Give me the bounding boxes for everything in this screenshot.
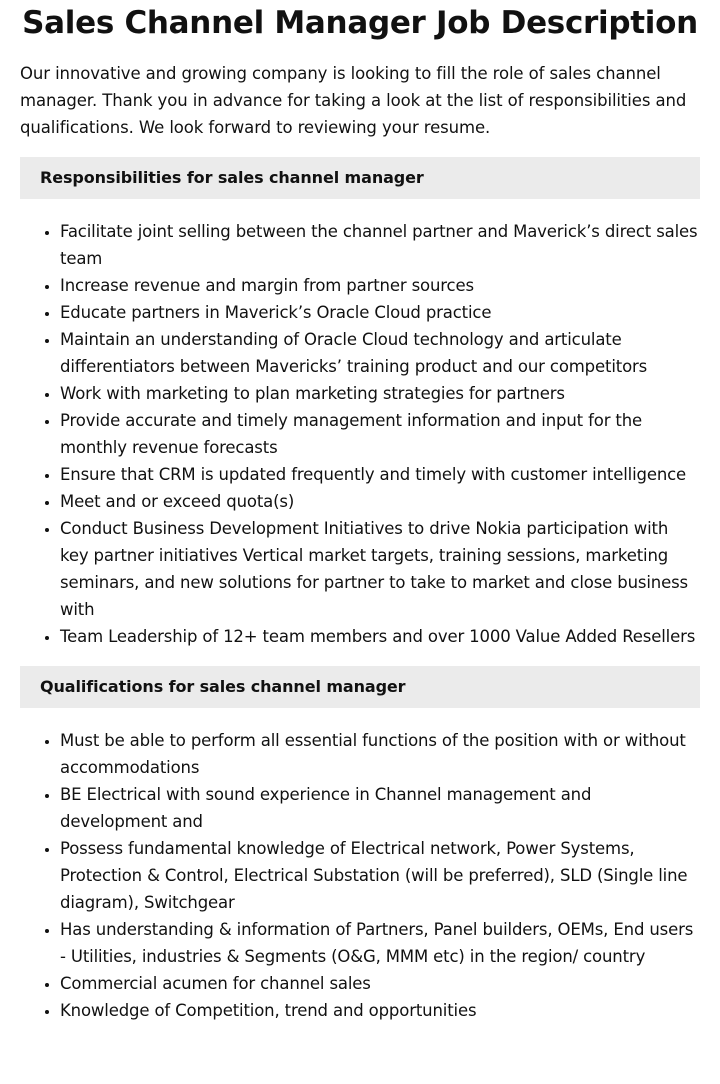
list-item: • Team Leadership of 12+ team members and over 1000 Value Added Resellers <box>60 623 700 650</box>
list-item: • Work with marketing to plan marketing strategies for partners <box>60 380 700 407</box>
list-item: • Educate partners in Maverick’s Oracle Cloud practice <box>60 299 700 326</box>
list-item: • Provide accurate and timely management information and input for the monthly revenue forecasts <box>60 407 700 461</box>
list-item: • Must be able to perform all essential functions of the position with or without accommodations <box>60 727 700 781</box>
list-item: • Knowledge of Competition, trend and opportunities <box>60 997 700 1024</box>
list-item: • Increase revenue and margin from partner sources <box>60 272 700 299</box>
responsibilities-list <box>20 218 700 650</box>
responsibilities-heading: Responsibilities for sales channel manager <box>20 157 700 199</box>
qualifications-list <box>20 727 700 1024</box>
list-item: • Possess fundamental knowledge of Electrical network, Power Systems, Protection & Control, Electrical Substation (will be preferred), SLD (Single line diagram), Switchgear <box>60 835 700 916</box>
list-item: • Commercial acumen for channel sales <box>60 970 700 997</box>
list-item: • Has understanding & information of Partners, Panel builders, OEMs, End users - Utilities, industries & Segments (O&G, MMM etc) in the region/ country <box>60 916 700 970</box>
list-item: • Meet and or exceed quota(s) <box>60 488 700 515</box>
list-item: • Conduct Business Development Initiatives to drive Nokia participation with key partner initiatives Vertical market targets, training sessions, marketing seminars, and new solutions for partner to take to market and close business with <box>60 515 700 623</box>
list-item: • BE Electrical with sound experience in Channel management and development and <box>60 781 700 835</box>
list-item: • Facilitate joint selling between the channel partner and Maverick’s direct sales team <box>60 218 700 272</box>
page-title: Sales Channel Manager Job Description <box>22 5 698 41</box>
list-item: • Maintain an understanding of Oracle Cloud technology and articulate differentiators between Mavericks’ training product and our competitors <box>60 326 700 380</box>
qualifications-heading: Qualifications for sales channel manager <box>20 666 700 708</box>
list-item: • Ensure that CRM is updated frequently and timely with customer intelligence <box>60 461 700 488</box>
intro-paragraph: Our innovative and growing company is looking to fill the role of sales channel manager. Thank you in advance for taking a look at the list of responsibilities and qualifications. We look forward to reviewing your resume. <box>20 64 687 137</box>
